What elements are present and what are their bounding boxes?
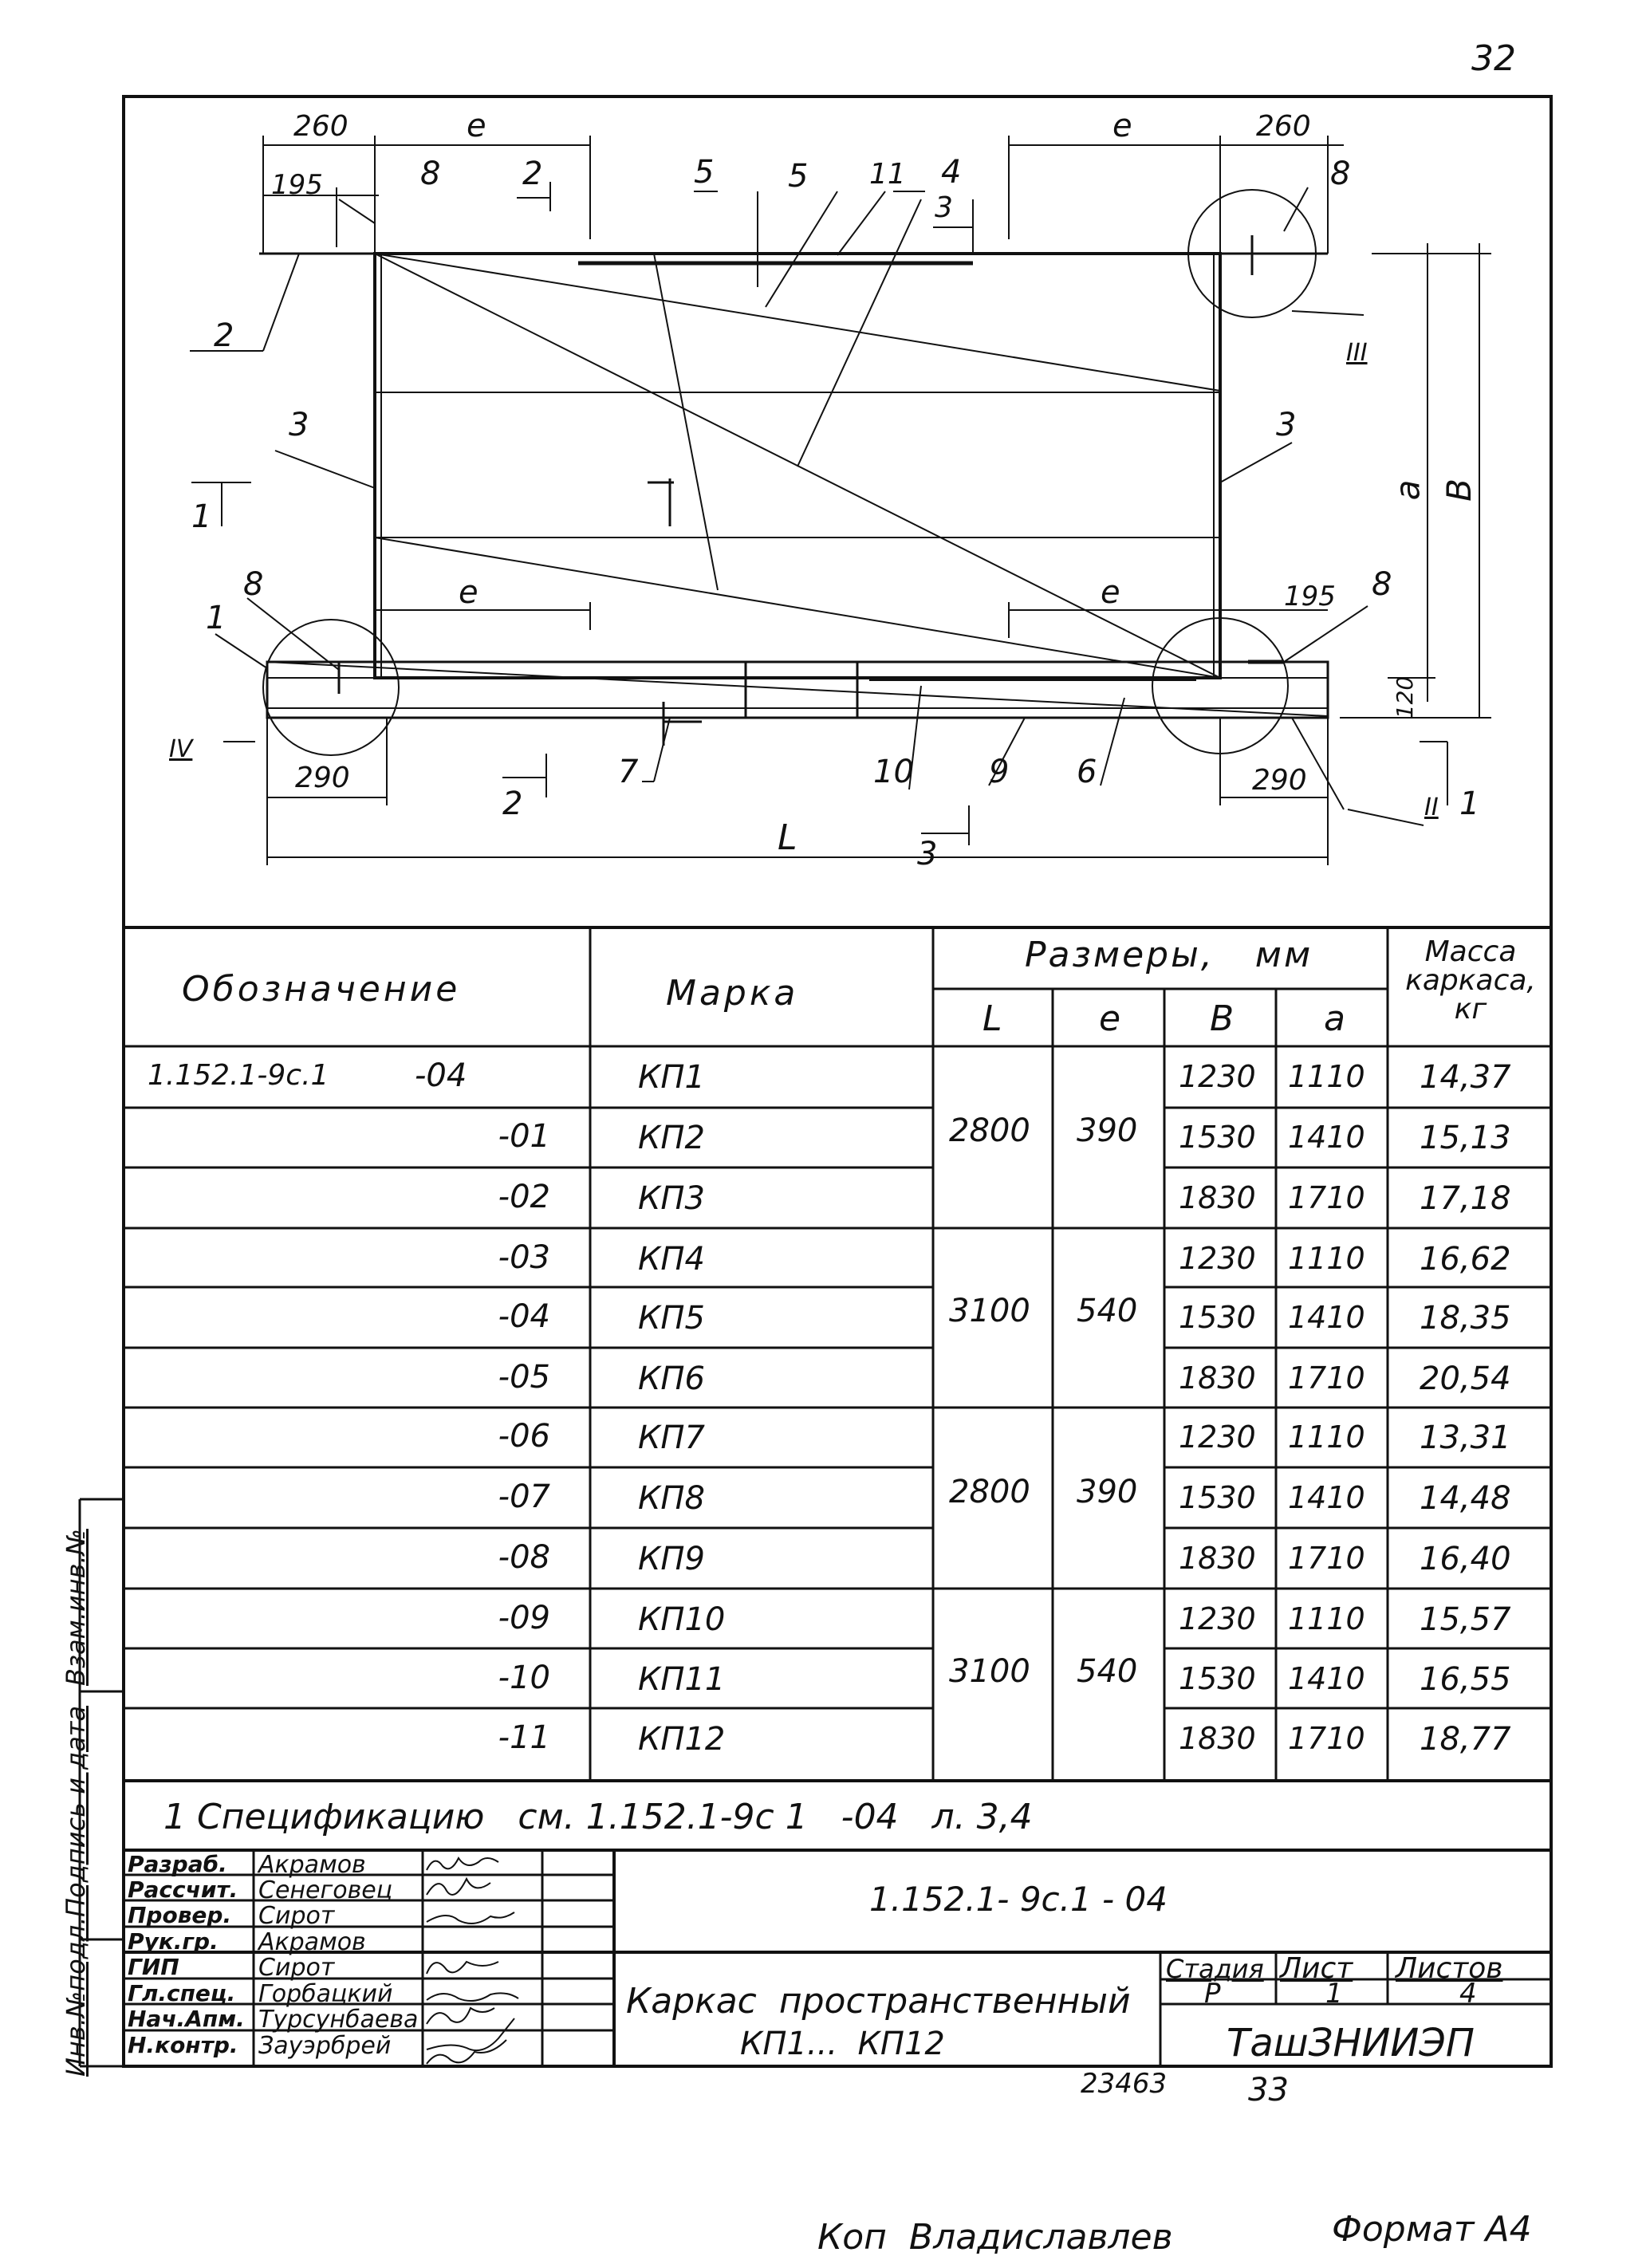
header-L: L (983, 998, 1002, 1039)
signer-role: ГИП (128, 1954, 179, 1980)
signer-role: Н.контр. (128, 2032, 238, 2058)
dim-120-right: 120 (1392, 675, 1419, 719)
designation-suffix: -09 (498, 1600, 550, 1636)
dim-290-bottom-left: 290 (295, 762, 350, 794)
stage-value: Р (1204, 1978, 1221, 2010)
dimension-lines (190, 136, 1491, 865)
doc-title-line1: Каркас пространственный (626, 1981, 1131, 2022)
designation-suffix: -03 (498, 1239, 550, 1276)
bottom-copied: Коп Владиславлев (817, 2217, 1173, 2258)
L-cell: 2800 (949, 1112, 1030, 1149)
a-cell: 1710 (1288, 1721, 1365, 1756)
a-cell: 1410 (1288, 1661, 1365, 1696)
b-cell: 1230 (1179, 1601, 1256, 1636)
callout-10: 10 (873, 754, 914, 790)
e-cell: 540 (1077, 1653, 1138, 1690)
designation-suffix: -08 (498, 1539, 550, 1576)
signer-role: Провер. (128, 1902, 232, 1928)
mass-cell: 20,54 (1420, 1360, 1511, 1397)
L-cell: 3100 (949, 1653, 1030, 1690)
callout-3-section-top: 3 (935, 191, 953, 224)
dim-e-mid-left: e (459, 574, 478, 611)
callout-8-bottom-right: 8 (1372, 566, 1392, 603)
header-B: В (1210, 998, 1235, 1039)
header-mark: Марка (666, 973, 799, 1014)
signer-role: Разраб. (128, 1851, 227, 1877)
callout-8-top-left: 8 (420, 156, 441, 192)
signer-name: Акрамов (258, 1851, 366, 1879)
callout-9: 9 (989, 754, 1010, 790)
a-cell: 1410 (1288, 1300, 1365, 1335)
b-cell: 1830 (1179, 1721, 1256, 1756)
dim-a-right: a (1388, 479, 1428, 501)
callout-3-right: 3 (1276, 407, 1297, 443)
mark-cell: КП3 (638, 1180, 705, 1217)
b-cell: 1530 (1179, 1120, 1256, 1155)
mark-cell: КП8 (638, 1480, 705, 1517)
side-stamp-sign-date: Подпись и дата (61, 1705, 91, 1917)
dim-195-top-left: 195 (271, 169, 323, 201)
callout-8-bottom-left: 8 (243, 566, 264, 603)
sheets-value: 4 (1459, 1978, 1477, 2010)
dim-e-top-left: e (467, 108, 486, 144)
sheets-label: Листов (1396, 1952, 1503, 1985)
a-cell: 1710 (1288, 1541, 1365, 1576)
mass-cell: 17,18 (1420, 1180, 1511, 1217)
signer-name: Зауэрбрей (258, 2032, 392, 2060)
designation-suffix: -06 (498, 1418, 550, 1455)
designation-suffix: -01 (498, 1118, 550, 1155)
dim-B-right: B (1439, 478, 1479, 502)
b-cell: 1830 (1179, 1360, 1256, 1396)
dim-e-mid-right: e (1101, 574, 1120, 611)
signer-role: Рук.гр. (128, 1928, 219, 1955)
mass-cell: 15,13 (1420, 1120, 1511, 1156)
b-cell: 1230 (1179, 1241, 1256, 1276)
a-cell: 1110 (1288, 1601, 1365, 1636)
callout-2-section: 2 (522, 156, 543, 192)
a-cell: 1710 (1288, 1360, 1365, 1396)
designation-suffix: -11 (498, 1719, 550, 1756)
e-cell: 540 (1077, 1293, 1138, 1329)
b-cell: 1230 (1179, 1419, 1256, 1455)
mass-cell: 16,40 (1420, 1541, 1511, 1577)
callout-7: 7 (618, 754, 639, 790)
mark-cell: КП1 (638, 1059, 705, 1096)
dim-260-top-left: 260 (293, 110, 349, 143)
mass-cell: 18,35 (1420, 1300, 1511, 1337)
bottom-number-b: 33 (1248, 2072, 1289, 2109)
table-note: 1 Спецификацию см. 1.152.1-9с 1 -04 л. 3,4 (163, 1797, 1033, 1837)
callout-5-a: 5 (694, 154, 715, 191)
mark-cell: КП7 (638, 1419, 705, 1456)
cage-drawing (259, 190, 1328, 755)
designation-suffix: -07 (498, 1479, 550, 1515)
signatures (427, 1858, 518, 2064)
mark-cell: КП5 (638, 1300, 705, 1337)
b-cell: 1530 (1179, 1661, 1256, 1696)
dim-195-right: 195 (1284, 581, 1336, 612)
designation-suffix: -05 (498, 1359, 550, 1396)
a-cell: 1110 (1288, 1419, 1365, 1455)
mark-cell: КП12 (638, 1721, 726, 1758)
mass-cell: 16,55 (1420, 1661, 1511, 1698)
stage-label: Стадия (1166, 1954, 1264, 1984)
a-cell: 1110 (1288, 1241, 1365, 1276)
callout-6: 6 (1077, 754, 1097, 790)
callout-5-b: 5 (788, 158, 809, 195)
sheet-value: 1 (1325, 1978, 1343, 2010)
node-label-II: II (1424, 793, 1439, 821)
e-cell: 390 (1077, 1112, 1138, 1149)
dim-260-top-right: 260 (1256, 110, 1311, 143)
a-cell: 1410 (1288, 1480, 1365, 1515)
mark-cell: КП9 (638, 1541, 705, 1577)
mass-cell: 14,48 (1420, 1480, 1511, 1517)
mass-cell: 15,57 (1420, 1601, 1511, 1638)
callout-4: 4 (941, 154, 962, 191)
mass-cell: 14,37 (1420, 1059, 1511, 1096)
mark-cell: КП4 (638, 1241, 705, 1278)
mark-cell: КП10 (638, 1601, 726, 1638)
signer-role: Нач.Апм. (128, 2006, 245, 2032)
designation-suffix: -02 (498, 1179, 550, 1215)
callout-2-left: 2 (214, 317, 234, 354)
callout-1-section-right: 1 (1459, 786, 1480, 822)
signer-name: Сирот (258, 1954, 335, 1982)
L-cell: 3100 (949, 1293, 1030, 1329)
node-label-III: III (1346, 339, 1368, 367)
designation-suffix: -04 (498, 1298, 550, 1335)
signer-name: Сирот (258, 1902, 335, 1930)
signer-name: Сенеговец (258, 1876, 393, 1904)
callout-1-left: 1 (206, 600, 226, 636)
e-cell: 390 (1077, 1474, 1138, 1510)
side-stamp-inv-orig: Инв.№подл. (61, 1916, 91, 2077)
signer-name: Турсунбаева (258, 2006, 419, 2034)
dim-e-top-right: e (1112, 108, 1132, 144)
callout-3-section-bottom: 3 (917, 836, 938, 872)
signer-role: Рассчит. (128, 1876, 238, 1903)
mark-cell: КП6 (638, 1360, 705, 1397)
b-cell: 1530 (1179, 1300, 1256, 1335)
b-cell: 1230 (1179, 1059, 1256, 1094)
dim-290-bottom-right: 290 (1252, 764, 1307, 797)
callout-11: 11 (869, 158, 906, 191)
doc-title-line2: КП1... КП12 (740, 2026, 945, 2062)
bottom-number-a: 23463 (1081, 2068, 1168, 2100)
doc-code: 1.152.1- 9с.1 - 04 (869, 1880, 1168, 1919)
signer-name: Горбацкий (258, 1980, 393, 2008)
header-e: e (1099, 998, 1121, 1039)
side-stamp-inv-repl: Взам.инв.№ (61, 1529, 91, 1686)
bottom-format: Формат А4 (1332, 2209, 1532, 2250)
a-cell: 1110 (1288, 1059, 1365, 1094)
mass-cell: 13,31 (1420, 1419, 1511, 1456)
signer-role: Гл.спец. (128, 1980, 236, 2006)
callout-8-top-right: 8 (1330, 156, 1351, 192)
designation-suffix: -10 (498, 1660, 550, 1696)
sheet-label: Лист (1280, 1952, 1353, 1985)
mass-cell: 18,77 (1420, 1721, 1511, 1758)
L-cell: 2800 (949, 1474, 1030, 1510)
signer-name: Акрамов (258, 1928, 366, 1956)
dim-L-bottom: L (778, 817, 797, 858)
b-cell: 1830 (1179, 1180, 1256, 1215)
mass-cell: 16,62 (1420, 1241, 1511, 1278)
organization: ТашЗНИИЭП (1227, 2021, 1475, 2065)
header-a: a (1324, 998, 1345, 1039)
header-designation: Обозначение (182, 969, 461, 1010)
designation-base: 1.152.1-9с.1 (148, 1059, 329, 1092)
header-sizes: Размеры, мм (1025, 935, 1313, 975)
b-cell: 1830 (1179, 1541, 1256, 1576)
callout-1-section-left: 1 (191, 498, 212, 535)
a-cell: 1710 (1288, 1180, 1365, 1215)
node-label-IV: IV (169, 735, 193, 763)
designation-suffix: -04 (415, 1057, 467, 1094)
mark-cell: КП11 (638, 1661, 726, 1698)
mark-cell: КП2 (638, 1120, 705, 1156)
page-number: 32 (1471, 38, 1516, 79)
callout-2-section-bottom: 2 (502, 786, 523, 822)
b-cell: 1530 (1179, 1480, 1256, 1515)
header-mass: Масса каркаса, кг (1405, 935, 1536, 1026)
a-cell: 1410 (1288, 1120, 1365, 1155)
callout-3-left: 3 (289, 407, 309, 443)
